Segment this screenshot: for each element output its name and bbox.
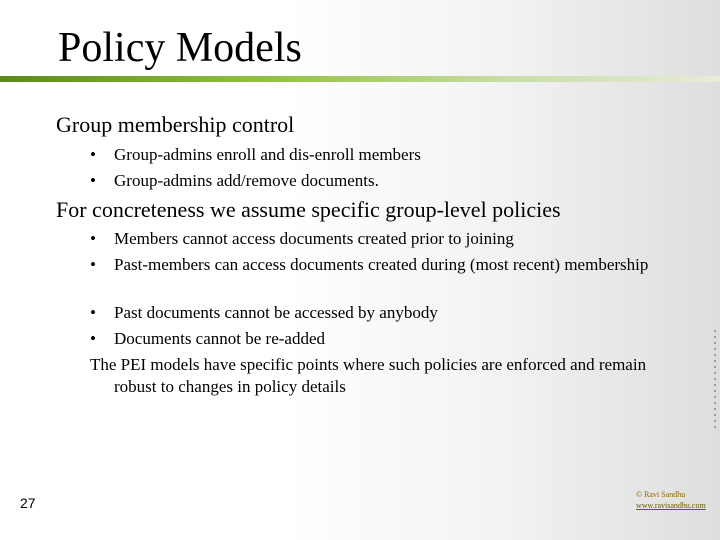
copyright-text: © Ravi Sandhu: [636, 490, 686, 499]
slide-number: 27: [20, 495, 36, 511]
bullet-item: [90, 254, 690, 275]
website-link[interactable]: www.ravisandhu.com: [636, 501, 706, 510]
bullet-item: [90, 328, 690, 349]
bullet-glyph: •: [90, 329, 96, 348]
closing-statement: The PEI models have specific points where such policies are enforced and remain robust to changes in policy details: [90, 355, 647, 396]
bullet-glyph: •: [90, 229, 96, 248]
bullet-item: [90, 144, 690, 165]
bullet-text: Past documents cannot be accessed by anybody: [114, 303, 438, 322]
bullet-text: Members cannot access documents created prior to joining: [114, 229, 514, 248]
section-heading: For concreteness we assume specific group-level policies: [56, 197, 561, 222]
bullet-item: [90, 302, 690, 323]
bullet-item: [90, 170, 690, 191]
bullet-text: Past-members can access documents created during (most recent) membership: [114, 255, 649, 274]
bullet-glyph: •: [90, 171, 96, 190]
bullet-item: [90, 228, 690, 249]
slide-title: Policy Models: [58, 25, 302, 71]
bullet-text: Documents cannot be re-added: [114, 329, 325, 348]
bullet-glyph: •: [90, 145, 96, 164]
bullet-text: Group-admins enroll and dis-enroll members: [114, 145, 421, 164]
bullet-text: Group-admins add/remove documents.: [114, 171, 379, 190]
bullet-glyph: •: [90, 255, 96, 274]
section-heading: Group membership control: [56, 112, 295, 137]
bullet-glyph: •: [90, 303, 96, 322]
decorative-dots: [714, 330, 716, 430]
title-underline: [0, 76, 720, 82]
footer-credit: [636, 489, 706, 511]
